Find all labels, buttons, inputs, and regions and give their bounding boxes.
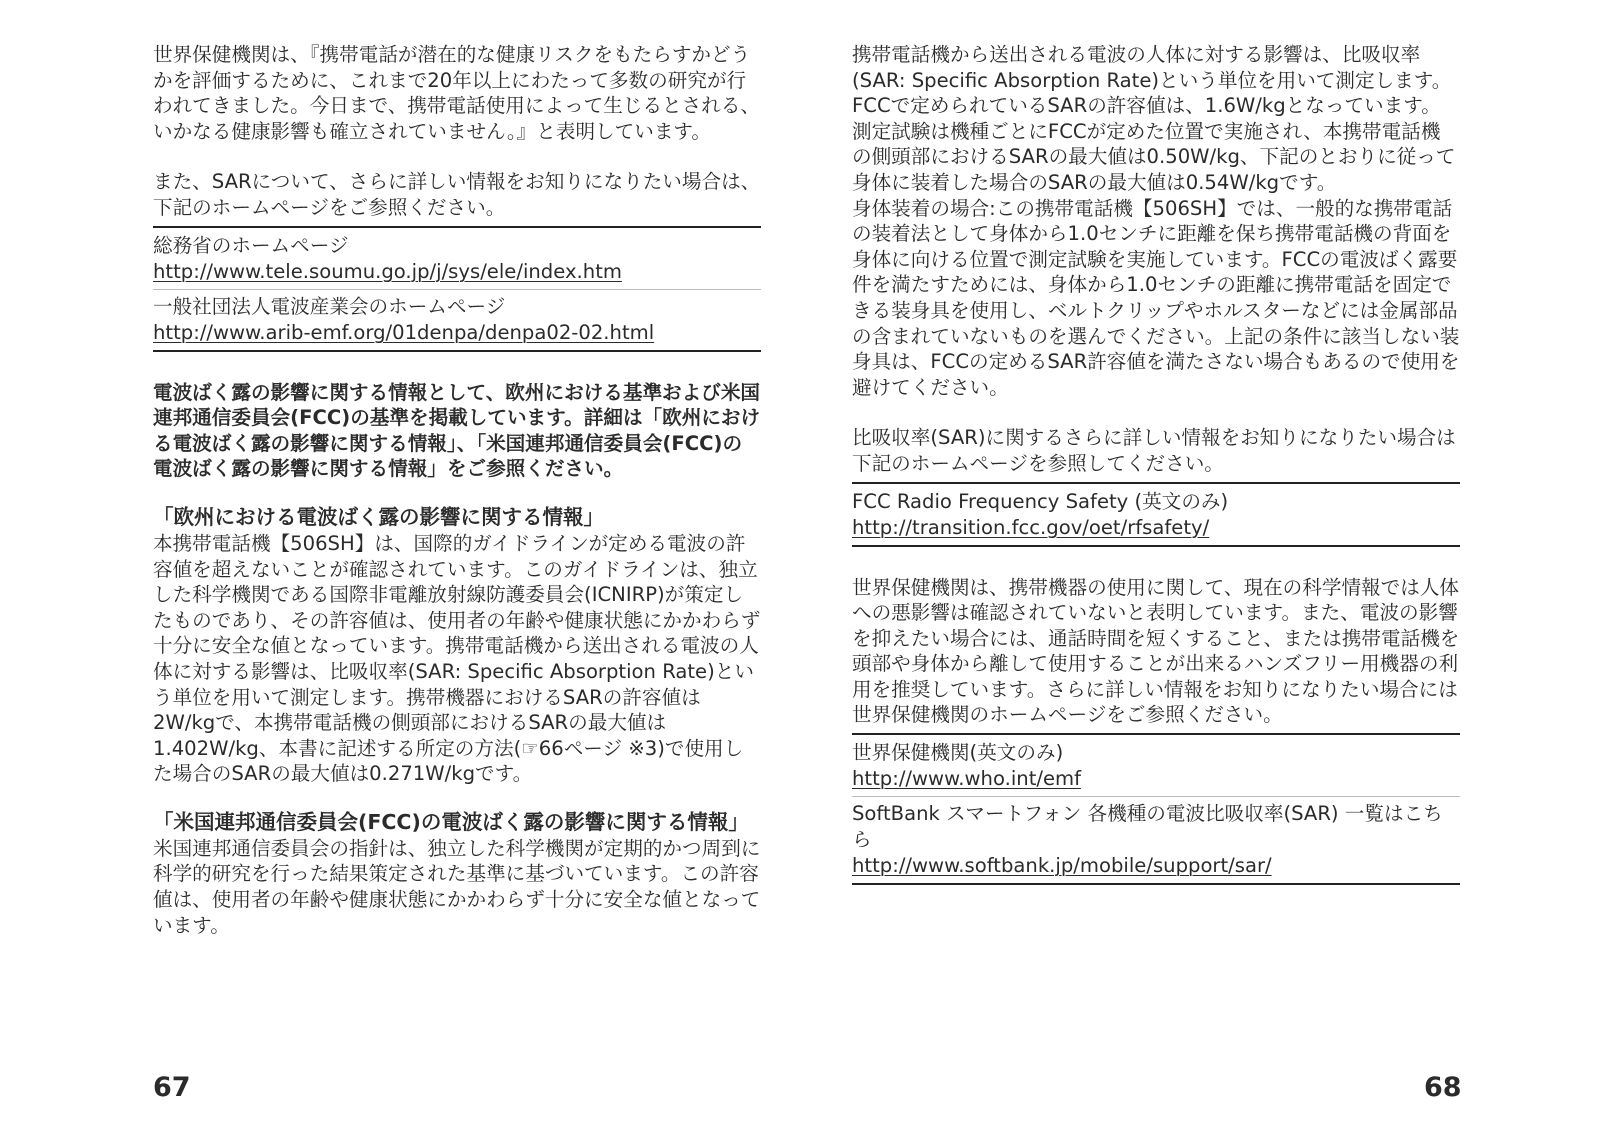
fcc-link-box xyxy=(852,482,1460,547)
right-page xyxy=(852,42,1460,885)
eu-body: 本携帯電話機【506SH】は、国際的ガイドラインが定める電波の許容値を超えないことが確認されています。このガイドラインは、独立した科学機関である国際非電離放射線防護委員会(ICNIRP)が策定したものであり、その許容値は、使用者の年齢や健康状態にかかわらず十分に安全な値となっています。携帯電話機から送出される電波の人体に対する影響は、比吸収率(SAR: Specific Absorption Rate)という単位を用いて測定します。携帯機器におけるSARの許容値は2W/kgで、本携帯電話機の側頭部におけるSARの最大値は1.402W/kg、本書に記述する所定の方法(☞66ページ ※3)で使用した場合のSARの最大値は0.271W/kgです。 xyxy=(153,531,761,786)
left-page xyxy=(153,42,761,938)
link-label: 一般社団法人電波産業会のホームページ xyxy=(153,294,506,318)
page-number-left: 67 xyxy=(153,1072,191,1103)
body-worn-paragraph: 身体装着の場合:この携帯電話機【506SH】では、一般的な携帯電話の装着法として身体から1.0センチに距離を保ち携帯電話機の背面を身体に向ける位置で測定試験を実施しています。FCCの電波ばく露要件を満たすためには、身体から1.0センチの距離に携帯電話を固定できる装身具を使用し、ベルトクリップやホルスターなどには金属部品の含まれていないものを選んでください。上記の条件に該当しない装身具は、FCCの定めるSAR許容値を満たさない場合もあるので使用を避けてください。 xyxy=(852,196,1460,399)
link-entry-fcc xyxy=(852,489,1460,541)
soumu-link[interactable]: http://www.tele.soumu.go.jp/j/sys/ele/index.htm xyxy=(153,259,622,283)
fcc-body: 米国連邦通信委員会の指針は、独立した科学機関が定期的かつ周到に科学的研究を行った結果策定された基準に基づいています。この許容値は、使用者の年齢や健康状態にかかわらず十分に安全な値となっています。 xyxy=(153,836,761,937)
sar-info-intro: また、SARについて、さらに詳しい情報をお知りになりたい場合は、下記のホームページをご参照ください。 xyxy=(153,170,761,219)
arib-link[interactable]: http://www.arib-emf.org/01denpa/denpa02-02.html xyxy=(153,320,655,344)
who-recommendation-paragraph: 世界保健機関は、携帯機器の使用に関して、現在の科学情報では人体への悪影響は確認されていないと表明しています。また、電波の影響を抑えたい場合には、通話時間を短くすること、または携帯電話機を頭部や身体から離して使用することが出来るハンズフリー用機器の利用を推奨しています。さらに詳しい情報をお知りになりたい場合には世界保健機関のホームページをご参照ください。 xyxy=(852,575,1460,727)
link-entry-softbank xyxy=(852,796,1460,879)
link-label: 総務省のホームページ xyxy=(153,233,349,257)
eu-heading: 「欧州における電波ばく露の影響に関する情報」 xyxy=(153,504,604,529)
link-label: FCC Radio Frequency Safety (英文のみ) xyxy=(852,489,1229,513)
sar-measurement-paragraph: 携帯電話機から送出される電波の人体に対する影響は、比吸収率(SAR: Specific Absorption Rate)という単位を用いて測定します。FCCで定められているSARの許容値は、1.6W/kgとなっています。 xyxy=(852,43,1452,118)
test-results-paragraph: 測定試験は機種ごとにFCCが定めた位置で実施され、本携帯電話機の側頭部におけるSARの最大値は0.50W/kg、下記のとおりに従って身体に装着した場合のSARの最大値は0.54W/kgです。 xyxy=(852,119,1456,194)
sar-more-info-paragraph: 比吸収率(SAR)に関するさらに詳しい情報をお知りになりたい場合は下記のホームページを参照してください。 xyxy=(852,426,1456,475)
reference-links-box xyxy=(153,226,761,352)
link-entry-who xyxy=(852,740,1460,792)
fcc-heading: 「米国連邦通信委員会(FCC)の電波ばく露の影響に関する情報」 xyxy=(153,809,749,834)
link-label: 世界保健機関(英文のみ) xyxy=(852,741,1064,765)
link-label: SoftBank スマートフォン 各機種の電波比吸収率(SAR) 一覧はこちら xyxy=(852,802,1443,852)
link-entry-arib xyxy=(153,289,761,346)
exposure-notice: 電波ばく露の影響に関する情報として、欧州における基準および米国連邦通信委員会(FCC)の基準を掲載しています。詳細は「欧州における電波ばく露の影響に関する情報」、「米国連邦通信委員会(FCC)の電波ばく露の影響に関する情報」をご参照ください。 xyxy=(153,380,761,481)
who-links-box xyxy=(852,733,1460,885)
fcc-rfsafety-link[interactable]: http://transition.fcc.gov/oet/rfsafety/ xyxy=(852,515,1210,539)
who-statement-paragraph: 世界保健機関は、『携帯電話が潜在的な健康リスクをもたらすかどうかを評価するために、これまで20年以上にわたって多数の研究が行われてきました。今日まで、携帯電話使用によって生じるとされる、いかなる健康影響も確立されていません。』と表明しています。 xyxy=(153,43,761,143)
page-number-right: 68 xyxy=(1424,1072,1462,1103)
who-emf-link[interactable]: http://www.who.int/emf xyxy=(852,767,1082,791)
softbank-sar-link[interactable]: http://www.softbank.jp/mobile/support/sar/ xyxy=(852,854,1272,878)
link-entry-soumu xyxy=(153,233,761,285)
